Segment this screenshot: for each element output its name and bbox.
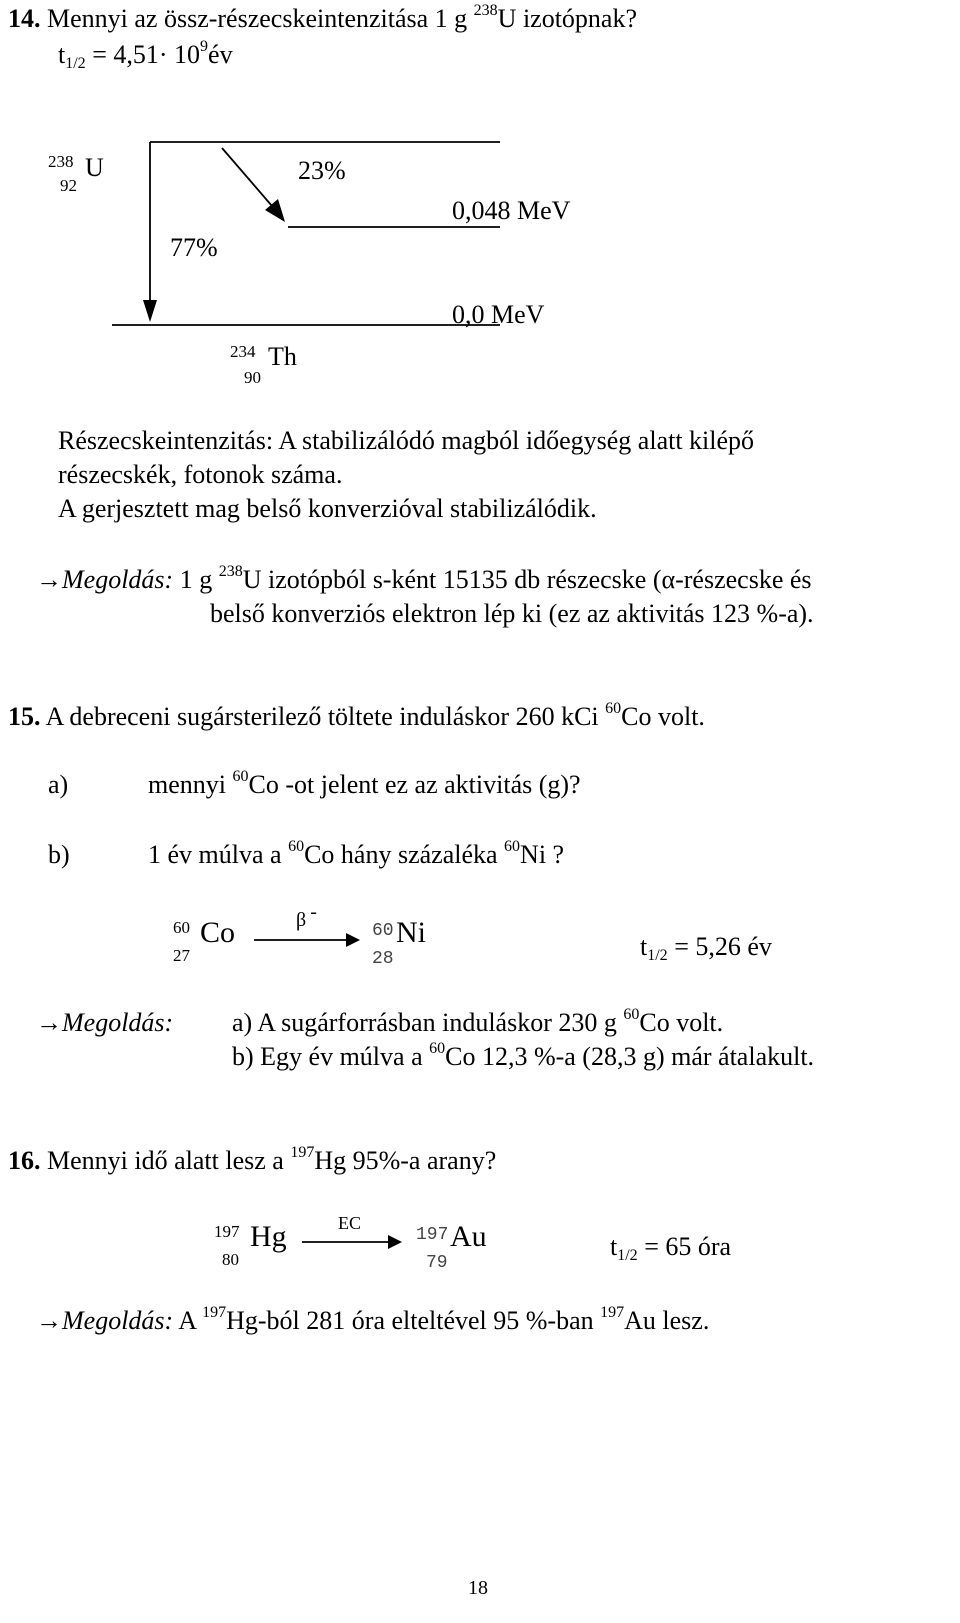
- daughter-nuclide-mass: 234: [230, 342, 256, 361]
- ni-symbol: Ni: [396, 916, 426, 949]
- ec-decay-label: EC: [338, 1213, 362, 1233]
- branch-excited-label: 23%: [298, 156, 346, 185]
- parent-nuclide-z: 92: [60, 176, 77, 195]
- daughter-nuclide-symbol: Th: [268, 342, 297, 371]
- q16-solution: →Megoldás: A $^{197}$Hg-ból 281 óra elteltével 95 %-ban $^{197}$Au lesz.: [36, 1304, 710, 1335]
- ni-mass: 60: [372, 921, 394, 941]
- ni-z: 28: [372, 949, 394, 969]
- arrow-icon: →: [36, 565, 62, 594]
- co-symbol: Co: [200, 916, 236, 949]
- q15-a-label: a): [48, 770, 69, 799]
- q14-solution-line-2: belső konverziós elektron lép ki (ez az aktivitás 123 %-a).: [210, 599, 814, 628]
- q15-solution-a: a) A sugárforrásban induláskor 230 g $^{60}$Co volt.: [232, 1006, 724, 1037]
- q14-solution-line-1: →Megoldás: 1 g $^{238}$U izotópból s-ként 15135 db részecske (α-részecske és: [36, 563, 812, 594]
- hg-mass: 197: [214, 1222, 240, 1241]
- q16-half-life: t1/2 = 65 óra: [610, 1232, 732, 1264]
- arrow-icon: →: [36, 1306, 62, 1335]
- q15-number: 15.: [8, 702, 41, 731]
- au-z: 79: [426, 1253, 448, 1273]
- hg-symbol: Hg: [250, 1220, 287, 1253]
- daughter-nuclide-z: 90: [244, 368, 261, 387]
- arrow-icon: →: [36, 1008, 62, 1037]
- q14-half-life: $t1/2 = 4,51\cdot 10^9év$: [58, 38, 233, 72]
- co-z: 27: [173, 946, 190, 965]
- parent-nuclide-symbol: U: [85, 153, 104, 182]
- q15-b-label: b): [48, 840, 70, 869]
- q14-title: 14. Mennyi az össz-részecskeintenzitása 1 g $^{238}$U izotópnak?: [8, 2, 638, 33]
- q15-solution-b: b) Egy év múlva a $^{60}$Co 12,3 %-a (28,3 g) már átalakult.: [232, 1040, 815, 1071]
- q15-title: 15. A debreceni sugársterilező töltete induláskor 260 kCi $^{60}$Co volt.: [8, 700, 705, 731]
- q15-a-text: mennyi $^{60}$Co -ot jelent ez az aktivitás (g)?: [148, 768, 581, 799]
- q15-solution-label: →Megoldás:: [36, 1008, 174, 1037]
- q16-number: 16.: [8, 1146, 41, 1175]
- q14-number: 14.: [8, 4, 41, 33]
- q14-definition-line-1: Részecskeintenzitás: A stabilizálódó magból időegység alatt kilépő: [58, 426, 755, 455]
- branch-alpha-label: 77%: [170, 233, 218, 262]
- q16-title: 16. Mennyi idő alatt lesz a $^{197}$Hg 95%-a arany?: [8, 1144, 497, 1175]
- q15-b-text: 1 év múlva a $^{60}$Co hány százaléka $^{60}$Ni ?: [148, 838, 565, 869]
- parent-nuclide-mass: 238: [48, 152, 74, 171]
- page-number: 18: [468, 1577, 488, 1599]
- hg-z: 80: [222, 1250, 239, 1269]
- excited-level-label: 0,048 MeV: [452, 196, 571, 225]
- q15-half-life: t1/2 = 5,26 év: [640, 932, 772, 964]
- ground-level-label: 0,0 MeV: [452, 300, 545, 329]
- co-mass: 60: [173, 918, 190, 937]
- q14-definition-line-2: részecskék, fotonok száma.: [58, 460, 343, 489]
- q14-note: A gerjesztett mag belső konverzióval stabilizálódik.: [58, 494, 597, 523]
- au-symbol: Au: [450, 1220, 487, 1253]
- beta-decay-label: β -: [296, 901, 317, 931]
- au-mass: 197: [416, 1225, 449, 1245]
